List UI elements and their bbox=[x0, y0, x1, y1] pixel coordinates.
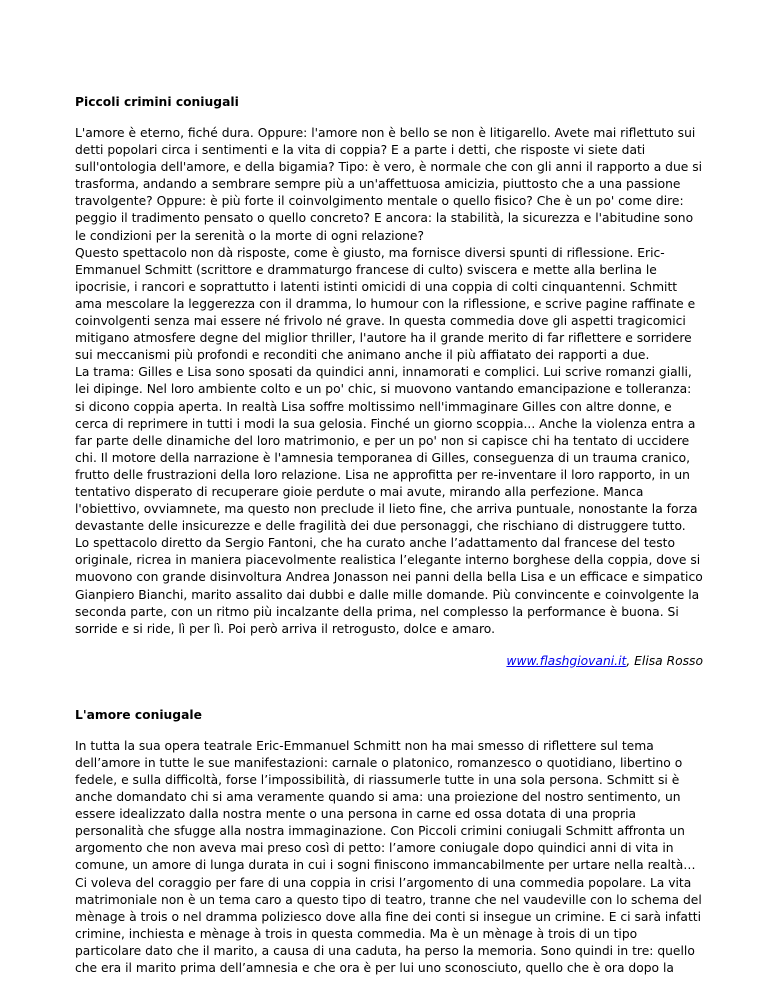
source-link[interactable]: www.flashgiovani.it bbox=[506, 653, 627, 668]
document-page bbox=[75, 94, 703, 977]
article-title: L'amore coniugale bbox=[75, 707, 202, 722]
article-amore-coniugale bbox=[75, 707, 703, 977]
paragraph: L'amore è eterno, fiché dura. Oppure: l'amore non è bello se non è litigarello. Avete mai riflettuto sui detti popolari circa i sentimenti e la vita di coppia? E a parte i detti, che risposte vi siete dati sull'ontologia dell'amore, e della bigamia? Tipo: è vero, è normale che con gli anni il rapporto a due si trasforma, andando a sembrare sempre più a un'affettuosa amicizia, piuttosto che a una passione travolgente? Oppure: è più forte il coinvolgimento mentale o quello fisico? Che è un po' come dire: peggio il tradimento pensato o quello concreto? E ancora: la stabilità, la sicurezza e l'abitudine sono le condizioni per la serenità o la morte di ogni relazione? bbox=[75, 126, 703, 243]
article-body bbox=[75, 125, 703, 638]
paragraph: La trama: Gilles e Lisa sono sposati da quindici anni, innamorati e complici. Lui scrive romanzi gialli, lei dipinge. Nel loro ambiente colto e un po' chic, si muovono vantando emancipazione e tolleranza: si dicono coppia aperta. In realtà Lisa soffre moltissimo nell'immaginare Gilles con altre donne, e cerca di reprimere in tutti i modi la sua gelosia. Finché un giorno scoppia... Anche la violenza entra a far parte delle dinamiche del loro matrimonio, e per un po' non si capisce chi ha tentato di uccidere chi. Il motore della narrazione è l'amnesia temporanea di Gilles, conseguenza di un trauma cranico, frutto delle frustrazioni della loro relazione. Lisa ne approfitta per re-inventare il loro rapporto, in un tentativo disperato di recuperare gioie perdute o mai avute, mirando alla perfezione. Manca l'obiettivo, ovviamnete, ma questo non preclude il lieto fine, che arriva puntuale, nonostante la forza devastante delle insicurezze e delle fragilità dei due personaggi, che rischiano di distruggere tutto. bbox=[75, 365, 698, 534]
source-credit bbox=[75, 653, 703, 670]
paragraph: In tutta la sua opera teatrale Eric-Emmanuel Schmitt non ha mai smesso di riflettere sul tema dell’amore in tutte le sue manifestazioni: carnale o platonico, romanzesco o quotidiano, libertino o fedele, e sulla difficoltà, forse l’impossibilità, di riassumerle tutte in una sola persona. Schmitt si è anche domandato chi si ama veramente quando si ama: una proiezione del nostro sentimento, un essere idealizzato dalla nostra mente o una persona in carne ed ossa dotata di una propria personalità che sfugge alla nostra immaginazione. Con Piccoli crimini coniugali Schmitt affronta un argomento che non aveva mai preso così di petto: l’amore coniugale dopo quindici anni di vita in comune, un amore di lunga durata in cui i sogni finiscono immancabilmente per urtare nella realtà… Ci voleva del coraggio per fare di una coppia in crisi l’argomento di una commedia popolare. La vita matrimoniale non è un tema caro a questo tipo di teatro, tranne che nel vaudeville con lo schema del mènage à trois o nel dramma poliziesco dove alla fine dei conti si insegue un crimine. E ci sarà infatti crimine, inchiesta e mènage à trois in questa commedia. Ma è un mènage à trois di un tipo particolare dato che il marito, a causa di una caduta, ha perso la memoria. Sono quindi in tre: quello che era il marito prima dell’amnesia e che ora è per lui uno sconosciuto, quello che è ora dopo la bbox=[75, 738, 702, 976]
paragraph: Lo spettacolo diretto da Sergio Fantoni, che ha curato anche l’adattamento dal francese del testo originale, ricrea in maniera piacevolmente realistica l’elegante interno borghese della coppia, dove si muovono con grande disinvoltura Andrea Jonasson nei panni della bella Lisa e un efficace e simpatico Gianpiero Bianchi, marito assalito dai dubbi e dalle mille domande. Più convincente e coinvolgente la seconda parte, con un ritmo più incalzante della prima, nel complesso la performance è buona. Si sorride e si ride, lì per lì. Poi però arriva il retrogusto, dolce e amaro. bbox=[75, 536, 703, 636]
article-body bbox=[75, 738, 703, 977]
article-piccoli-crimini bbox=[75, 94, 703, 670]
article-title: Piccoli crimini coniugali bbox=[75, 95, 239, 109]
paragraph: Questo spettacolo non dà risposte, come è giusto, ma fornisce diversi spunti di riflessione. Eric-Emmanuel Schmitt (scrittore e drammaturgo francese di culto) sviscera e mette alla berlina le ipocrisie, i rancori e soprattutto i latenti istinti omicidi di una coppia di colti cinquantenni. Schmitt ama mescolare la leggerezza con il dramma, lo humour con la riflessione, e scrive pagine raffinate e coinvolgenti senza mai essere né frivolo né grave. In questa commedia dove gli aspetti tragicomici mitigano atmosfere degne del miglior thriller, l'autore ha il grande merito di far riflettere e sorridere sui meccanismi più profondi e reconditi che animano anche il più affiatato dei rapporti a due. bbox=[75, 245, 696, 363]
source-author: , Elisa Rosso bbox=[626, 653, 703, 668]
